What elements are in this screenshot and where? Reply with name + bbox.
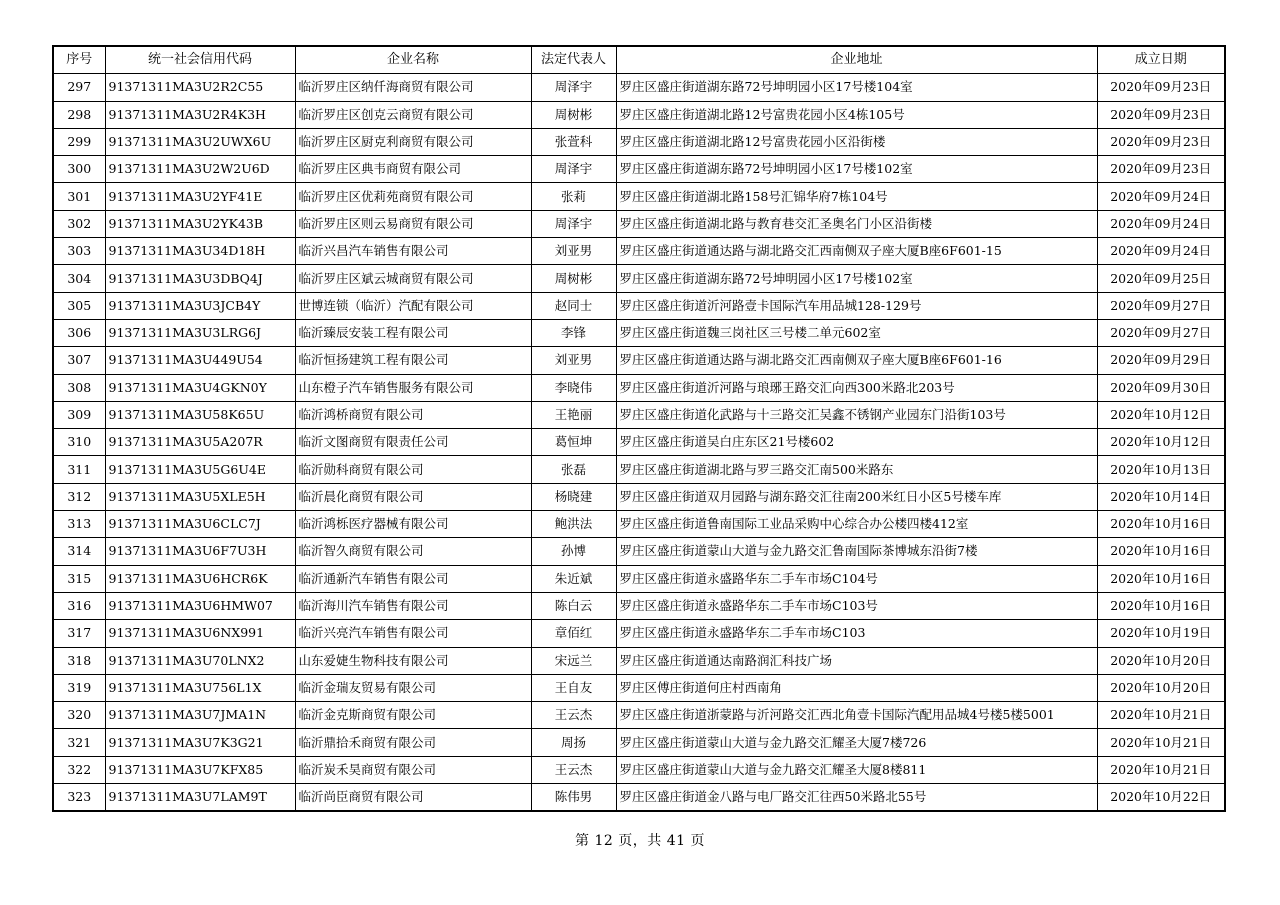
row-company-name: 临沂罗庄区纳仟海商贸有限公司 xyxy=(295,74,531,101)
row-founded-date: 2020年09月27日 xyxy=(1097,319,1225,346)
header-credit-code: 统一社会信用代码 xyxy=(105,46,295,74)
row-legal-rep: 李锋 xyxy=(531,319,616,346)
row-serial-no: 298 xyxy=(53,101,105,128)
row-address: 罗庄区盛庄街道湖北路12号富贵花园小区沿街楼 xyxy=(616,128,1097,155)
row-company-name: 临沂金克斯商贸有限公司 xyxy=(295,702,531,729)
table-row xyxy=(53,429,1225,456)
table-body xyxy=(53,74,1225,812)
row-founded-date: 2020年10月13日 xyxy=(1097,456,1225,483)
table-row xyxy=(53,565,1225,592)
row-founded-date: 2020年10月21日 xyxy=(1097,702,1225,729)
row-credit-code: 91371311MA3U2UWX6U xyxy=(105,128,295,155)
row-address: 罗庄区盛庄街道永盛路华东二手车市场C103号 xyxy=(616,592,1097,619)
page-footer xyxy=(0,830,1280,850)
table-row xyxy=(53,183,1225,210)
row-credit-code: 91371311MA3U34D18H xyxy=(105,238,295,265)
header-legal-rep: 法定代表人 xyxy=(531,46,616,74)
row-founded-date: 2020年09月24日 xyxy=(1097,238,1225,265)
row-legal-rep: 张萱科 xyxy=(531,128,616,155)
row-serial-no: 313 xyxy=(53,511,105,538)
row-legal-rep: 张莉 xyxy=(531,183,616,210)
row-founded-date: 2020年09月23日 xyxy=(1097,128,1225,155)
row-founded-date: 2020年09月23日 xyxy=(1097,74,1225,101)
row-company-name: 临沂勋科商贸有限公司 xyxy=(295,456,531,483)
table-row xyxy=(53,511,1225,538)
row-legal-rep: 陈伟男 xyxy=(531,784,616,812)
table-row xyxy=(53,483,1225,510)
header-company-name: 企业名称 xyxy=(295,46,531,74)
table-row xyxy=(53,784,1225,812)
row-serial-no: 300 xyxy=(53,156,105,183)
row-legal-rep: 王艳丽 xyxy=(531,401,616,428)
row-address: 罗庄区盛庄街道鲁南国际工业品采购中心综合办公楼四楼412室 xyxy=(616,511,1097,538)
row-founded-date: 2020年10月12日 xyxy=(1097,429,1225,456)
row-credit-code: 91371311MA3U70LNX2 xyxy=(105,647,295,674)
row-serial-no: 302 xyxy=(53,210,105,237)
row-address: 罗庄区盛庄街道湖东路72号坤明园小区17号楼102室 xyxy=(616,265,1097,292)
table-row xyxy=(53,292,1225,319)
row-serial-no: 297 xyxy=(53,74,105,101)
row-credit-code: 91371311MA3U7LAM9T xyxy=(105,784,295,812)
row-founded-date: 2020年10月21日 xyxy=(1097,756,1225,783)
row-serial-no: 299 xyxy=(53,128,105,155)
row-founded-date: 2020年10月22日 xyxy=(1097,784,1225,812)
row-address: 罗庄区盛庄街道沂河路壹卡国际汽车用品城128-129号 xyxy=(616,292,1097,319)
row-legal-rep: 周泽宇 xyxy=(531,210,616,237)
row-founded-date: 2020年09月24日 xyxy=(1097,210,1225,237)
row-company-name: 临沂臻辰安装工程有限公司 xyxy=(295,319,531,346)
row-credit-code: 91371311MA3U3LRG6J xyxy=(105,319,295,346)
row-company-name: 临沂金瑞友贸易有限公司 xyxy=(295,674,531,701)
row-founded-date: 2020年10月16日 xyxy=(1097,538,1225,565)
row-credit-code: 91371311MA3U6F7U3H xyxy=(105,538,295,565)
row-address: 罗庄区盛庄街道湖北路12号富贵花园小区4栋105号 xyxy=(616,101,1097,128)
row-legal-rep: 鲍洪法 xyxy=(531,511,616,538)
row-founded-date: 2020年09月23日 xyxy=(1097,156,1225,183)
row-credit-code: 91371311MA3U756L1X xyxy=(105,674,295,701)
row-legal-rep: 王云杰 xyxy=(531,756,616,783)
page-number-text: 第 12 页，共 41 页 xyxy=(575,833,705,849)
row-founded-date: 2020年09月25日 xyxy=(1097,265,1225,292)
row-company-name: 临沂鸿栎医疗器械有限公司 xyxy=(295,511,531,538)
row-credit-code: 91371311MA3U58K65U xyxy=(105,401,295,428)
table-row xyxy=(53,538,1225,565)
header-serial-no: 序号 xyxy=(53,46,105,74)
row-address: 罗庄区盛庄街道化武路与十三路交汇吴鑫不锈钢产业园东门沿街103号 xyxy=(616,401,1097,428)
row-founded-date: 2020年10月19日 xyxy=(1097,620,1225,647)
row-address: 罗庄区盛庄街道浙蒙路与沂河路交汇西北角壹卡国际汽配用品城4号楼5楼5001 xyxy=(616,702,1097,729)
row-credit-code: 91371311MA3U5A207R xyxy=(105,429,295,456)
table-row xyxy=(53,374,1225,401)
row-legal-rep: 宋远兰 xyxy=(531,647,616,674)
table-row xyxy=(53,620,1225,647)
row-credit-code: 91371311MA3U2R2C55 xyxy=(105,74,295,101)
row-credit-code: 91371311MA3U2YF41E xyxy=(105,183,295,210)
table-row xyxy=(53,674,1225,701)
row-address: 罗庄区盛庄街道吴白庄东区21号楼602 xyxy=(616,429,1097,456)
row-legal-rep: 刘亚男 xyxy=(531,347,616,374)
row-company-name: 临沂罗庄区斌云城商贸有限公司 xyxy=(295,265,531,292)
row-credit-code: 91371311MA3U3DBQ4J xyxy=(105,265,295,292)
row-serial-no: 320 xyxy=(53,702,105,729)
row-founded-date: 2020年09月24日 xyxy=(1097,183,1225,210)
row-legal-rep: 赵同士 xyxy=(531,292,616,319)
row-legal-rep: 刘亚男 xyxy=(531,238,616,265)
row-credit-code: 91371311MA3U2W2U6D xyxy=(105,156,295,183)
row-serial-no: 310 xyxy=(53,429,105,456)
row-legal-rep: 周树彬 xyxy=(531,265,616,292)
row-credit-code: 91371311MA3U2YK43B xyxy=(105,210,295,237)
row-serial-no: 312 xyxy=(53,483,105,510)
row-legal-rep: 王云杰 xyxy=(531,702,616,729)
row-address: 罗庄区盛庄街道金八路与电厂路交汇往西50米路北55号 xyxy=(616,784,1097,812)
row-address: 罗庄区盛庄街道通达南路润汇科技广场 xyxy=(616,647,1097,674)
table-row xyxy=(53,756,1225,783)
row-company-name: 临沂兴昌汽车销售有限公司 xyxy=(295,238,531,265)
table-row xyxy=(53,238,1225,265)
row-company-name: 临沂恒扬建筑工程有限公司 xyxy=(295,347,531,374)
row-legal-rep: 王自友 xyxy=(531,674,616,701)
row-credit-code: 91371311MA3U5XLE5H xyxy=(105,483,295,510)
row-company-name: 临沂炭禾昊商贸有限公司 xyxy=(295,756,531,783)
enterprise-registry-table xyxy=(52,45,1226,812)
table-row xyxy=(53,319,1225,346)
row-legal-rep: 李晓伟 xyxy=(531,374,616,401)
row-credit-code: 91371311MA3U6NX991 xyxy=(105,620,295,647)
row-address: 罗庄区盛庄街道永盛路华东二手车市场C104号 xyxy=(616,565,1097,592)
row-founded-date: 2020年10月20日 xyxy=(1097,647,1225,674)
row-founded-date: 2020年10月16日 xyxy=(1097,592,1225,619)
row-company-name: 临沂智久商贸有限公司 xyxy=(295,538,531,565)
row-address: 罗庄区盛庄街道湖东路72号坤明园小区17号楼104室 xyxy=(616,74,1097,101)
row-credit-code: 91371311MA3U2R4K3H xyxy=(105,101,295,128)
row-serial-no: 317 xyxy=(53,620,105,647)
row-serial-no: 311 xyxy=(53,456,105,483)
row-founded-date: 2020年10月20日 xyxy=(1097,674,1225,701)
row-legal-rep: 孙博 xyxy=(531,538,616,565)
row-company-name: 山东爱婕生物科技有限公司 xyxy=(295,647,531,674)
table-row xyxy=(53,101,1225,128)
row-legal-rep: 朱近斌 xyxy=(531,565,616,592)
row-credit-code: 91371311MA3U6HMW07 xyxy=(105,592,295,619)
row-company-name: 临沂文图商贸有限责任公司 xyxy=(295,429,531,456)
row-company-name: 世博连锁（临沂）汽配有限公司 xyxy=(295,292,531,319)
row-founded-date: 2020年10月21日 xyxy=(1097,729,1225,756)
row-serial-no: 321 xyxy=(53,729,105,756)
row-credit-code: 91371311MA3U3JCB4Y xyxy=(105,292,295,319)
row-company-name: 临沂海川汽车销售有限公司 xyxy=(295,592,531,619)
table-row xyxy=(53,702,1225,729)
table-header-row xyxy=(53,46,1225,74)
table-row xyxy=(53,74,1225,101)
table-row xyxy=(53,210,1225,237)
row-legal-rep: 葛恒坤 xyxy=(531,429,616,456)
table-row xyxy=(53,456,1225,483)
row-address: 罗庄区盛庄街道湖北路与教育巷交汇圣奥名门小区沿街楼 xyxy=(616,210,1097,237)
row-founded-date: 2020年09月29日 xyxy=(1097,347,1225,374)
row-serial-no: 308 xyxy=(53,374,105,401)
row-address: 罗庄区盛庄街道蒙山大道与金九路交汇耀圣大厦7楼726 xyxy=(616,729,1097,756)
row-company-name: 临沂晨化商贸有限公司 xyxy=(295,483,531,510)
row-credit-code: 91371311MA3U7KFX85 xyxy=(105,756,295,783)
row-legal-rep: 陈白云 xyxy=(531,592,616,619)
row-serial-no: 301 xyxy=(53,183,105,210)
table-row xyxy=(53,592,1225,619)
row-serial-no: 305 xyxy=(53,292,105,319)
table-row xyxy=(53,347,1225,374)
row-address: 罗庄区盛庄街道湖东路72号坤明园小区17号楼102室 xyxy=(616,156,1097,183)
row-company-name: 临沂罗庄区优莉苑商贸有限公司 xyxy=(295,183,531,210)
row-company-name: 临沂鸿桥商贸有限公司 xyxy=(295,401,531,428)
table-row xyxy=(53,128,1225,155)
row-serial-no: 306 xyxy=(53,319,105,346)
row-address: 罗庄区盛庄街道通达路与湖北路交汇西南侧双子座大厦B座6F601-15 xyxy=(616,238,1097,265)
row-company-name: 临沂鼎拾禾商贸有限公司 xyxy=(295,729,531,756)
row-serial-no: 304 xyxy=(53,265,105,292)
row-legal-rep: 周泽宇 xyxy=(531,156,616,183)
row-serial-no: 319 xyxy=(53,674,105,701)
row-address: 罗庄区盛庄街道通达路与湖北路交汇西南侧双子座大厦B座6F601-16 xyxy=(616,347,1097,374)
row-legal-rep: 杨晓建 xyxy=(531,483,616,510)
row-address: 罗庄区盛庄街道蒙山大道与金九路交汇鲁南国际茶博城东沿街7楼 xyxy=(616,538,1097,565)
row-address: 罗庄区盛庄街道湖北路158号汇锦华府7栋104号 xyxy=(616,183,1097,210)
row-address: 罗庄区盛庄街道沂河路与琅琊王路交汇向西300米路北203号 xyxy=(616,374,1097,401)
row-serial-no: 322 xyxy=(53,756,105,783)
row-company-name: 临沂罗庄区典韦商贸有限公司 xyxy=(295,156,531,183)
row-founded-date: 2020年10月16日 xyxy=(1097,565,1225,592)
row-legal-rep: 章佰红 xyxy=(531,620,616,647)
table-row xyxy=(53,265,1225,292)
row-serial-no: 323 xyxy=(53,784,105,812)
row-founded-date: 2020年10月14日 xyxy=(1097,483,1225,510)
row-legal-rep: 周扬 xyxy=(531,729,616,756)
row-company-name: 临沂罗庄区厨克利商贸有限公司 xyxy=(295,128,531,155)
row-serial-no: 309 xyxy=(53,401,105,428)
header-founded-date: 成立日期 xyxy=(1097,46,1225,74)
row-serial-no: 307 xyxy=(53,347,105,374)
row-founded-date: 2020年09月27日 xyxy=(1097,292,1225,319)
row-founded-date: 2020年10月16日 xyxy=(1097,511,1225,538)
row-company-name: 临沂尚臣商贸有限公司 xyxy=(295,784,531,812)
row-company-name: 临沂兴亮汽车销售有限公司 xyxy=(295,620,531,647)
row-serial-no: 318 xyxy=(53,647,105,674)
row-credit-code: 91371311MA3U5G6U4E xyxy=(105,456,295,483)
row-credit-code: 91371311MA3U449U54 xyxy=(105,347,295,374)
row-serial-no: 303 xyxy=(53,238,105,265)
row-founded-date: 2020年09月30日 xyxy=(1097,374,1225,401)
row-credit-code: 91371311MA3U6CLC7J xyxy=(105,511,295,538)
row-legal-rep: 周泽宇 xyxy=(531,74,616,101)
table-row xyxy=(53,729,1225,756)
row-founded-date: 2020年09月23日 xyxy=(1097,101,1225,128)
row-address: 罗庄区盛庄街道永盛路华东二手车市场C103 xyxy=(616,620,1097,647)
row-credit-code: 91371311MA3U7K3G21 xyxy=(105,729,295,756)
row-serial-no: 315 xyxy=(53,565,105,592)
row-legal-rep: 张磊 xyxy=(531,456,616,483)
row-credit-code: 91371311MA3U6HCR6K xyxy=(105,565,295,592)
row-company-name: 临沂罗庄区创克云商贸有限公司 xyxy=(295,101,531,128)
row-company-name: 山东橙子汽车销售服务有限公司 xyxy=(295,374,531,401)
row-address: 罗庄区盛庄街道魏三岗社区三号楼二单元602室 xyxy=(616,319,1097,346)
header-address: 企业地址 xyxy=(616,46,1097,74)
table-row xyxy=(53,647,1225,674)
row-founded-date: 2020年10月12日 xyxy=(1097,401,1225,428)
row-credit-code: 91371311MA3U4GKN0Y xyxy=(105,374,295,401)
row-legal-rep: 周树彬 xyxy=(531,101,616,128)
row-address: 罗庄区盛庄街道蒙山大道与金九路交汇耀圣大厦8楼811 xyxy=(616,756,1097,783)
table-row xyxy=(53,156,1225,183)
row-company-name: 临沂罗庄区则云易商贸有限公司 xyxy=(295,210,531,237)
row-address: 罗庄区傅庄街道何庄村西南角 xyxy=(616,674,1097,701)
row-serial-no: 316 xyxy=(53,592,105,619)
row-serial-no: 314 xyxy=(53,538,105,565)
row-address: 罗庄区盛庄街道双月园路与湖东路交汇往南200米红日小区5号楼车库 xyxy=(616,483,1097,510)
row-credit-code: 91371311MA3U7JMA1N xyxy=(105,702,295,729)
row-address: 罗庄区盛庄街道湖北路与罗三路交汇南500米路东 xyxy=(616,456,1097,483)
row-company-name: 临沂通新汽车销售有限公司 xyxy=(295,565,531,592)
table-row xyxy=(53,401,1225,428)
